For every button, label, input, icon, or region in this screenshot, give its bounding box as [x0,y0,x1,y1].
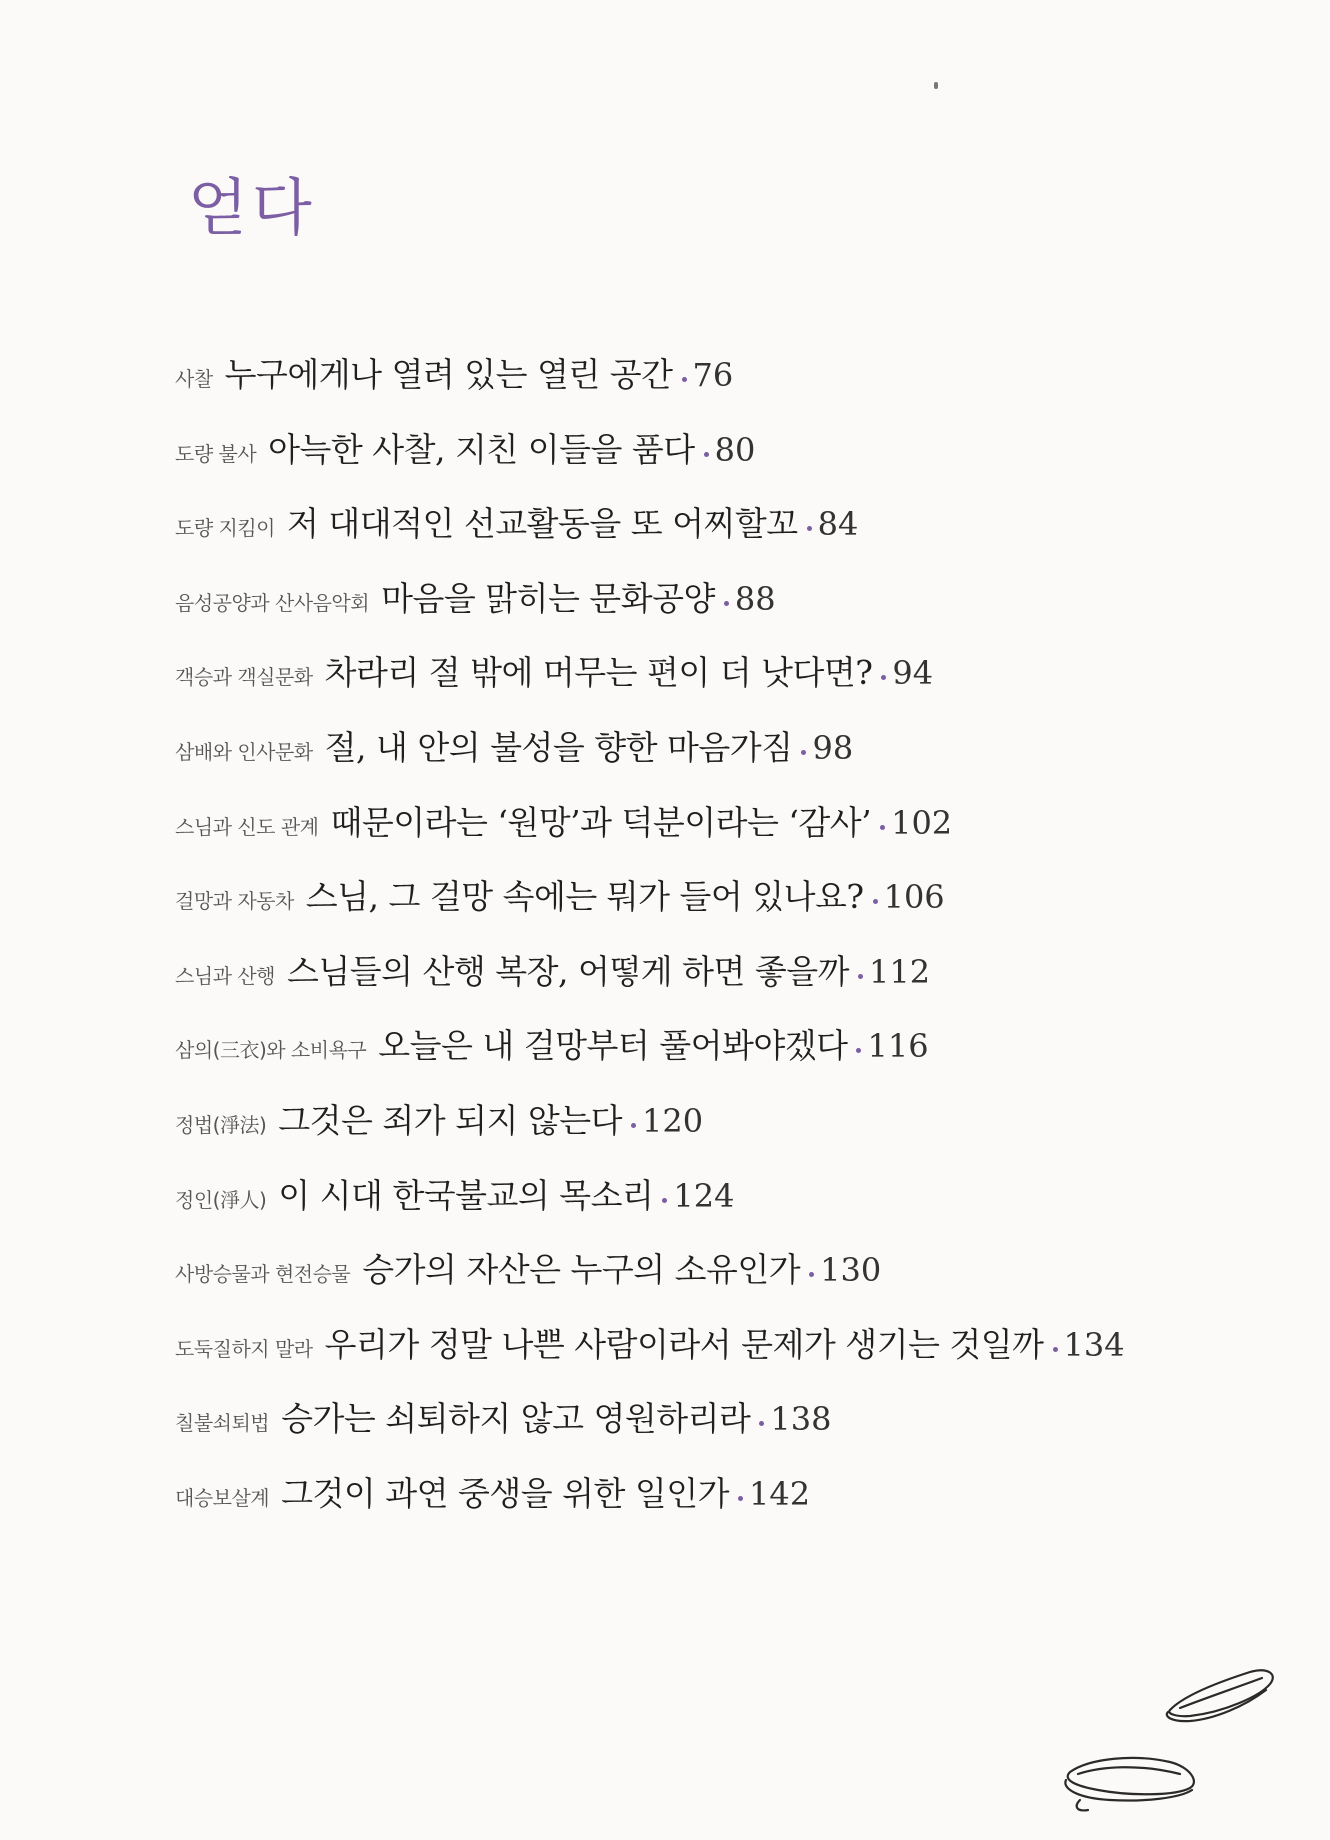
toc-entry[interactable] [175,1018,929,1074]
toc-title: 그것이 과연 중생을 위한 일인가 [281,1474,729,1513]
toc-topic: 도둑질하지 말라 [175,1337,313,1361]
separator-dot [738,1496,743,1501]
toc-topic: 걸망과 자동차 [175,889,294,913]
toc-title: 절, 내 안의 불성을 향한 마음가짐 [324,728,793,767]
separator-dot [704,452,709,457]
toc-entry[interactable] [175,422,755,478]
rubber-shoes-illustration [1040,1650,1280,1830]
toc-entry[interactable] [175,496,858,552]
toc-page-number: 124 [673,1177,735,1215]
separator-dot [807,526,812,531]
toc-page-number: 138 [770,1400,832,1438]
separator-dot [631,1123,636,1128]
toc-page-number: 134 [1063,1326,1125,1364]
toc-topic: 정인(淨人) [175,1188,267,1212]
toc-title: 이 시대 한국불교의 목소리 [278,1176,654,1215]
toc-topic: 음성공양과 산사음악회 [175,591,370,615]
toc-topic: 대승보살계 [175,1486,270,1510]
toc-title: 저 대대적인 선교활동을 또 어찌할꼬 [286,504,798,543]
toc-entry[interactable] [175,1168,734,1224]
toc-title: 스님들의 산행 복장, 어떻게 하면 좋을까 [286,952,849,991]
toc-topic: 사방승물과 현전승물 [175,1262,351,1286]
toc-page-number: 106 [883,878,945,916]
toc-entry[interactable] [175,944,930,1000]
toc-page-number: 116 [867,1027,929,1065]
toc-page-number: 142 [748,1475,811,1513]
separator-dot [881,675,886,680]
toc-topic: 정법(淨法) [175,1113,267,1137]
separator-dot [858,974,863,979]
toc-page-number: 88 [734,580,776,618]
toc-entry[interactable] [175,1466,810,1522]
separator-dot [1053,1347,1058,1352]
separator-dot [873,899,878,904]
toc-title: 때문이라는 ‘원망’과 덕분이라는 ‘감사’ [330,803,872,842]
toc-page-number: 130 [820,1251,882,1289]
toc-title: 스님, 그 걸망 속에는 뭐가 들어 있나요? [305,877,864,916]
separator-dot [682,377,687,382]
toc-entry[interactable] [175,869,945,925]
toc-topic: 스님과 신도 관계 [175,815,319,839]
toc-title: 승가의 자산은 누구의 소유인가 [362,1250,801,1289]
toc-title: 차라리 절 밖에 머무는 편이 더 낫다면? [324,653,873,692]
toc-title: 오늘은 내 걸망부터 풀어봐야겠다 [378,1026,848,1065]
toc-page-number: 98 [812,729,854,767]
toc-entry[interactable] [175,1093,703,1149]
toc-page-number: 80 [714,431,756,469]
toc-topic: 객승과 객실문화 [175,665,313,689]
separator-dot [724,601,729,606]
separator-dot [759,1421,764,1426]
toc-topic: 칠불쇠퇴법 [175,1411,270,1435]
toc-page-number: 76 [692,356,734,394]
toc-topic: 도량 불사 [175,442,257,466]
separator-dot [801,750,806,755]
toc-entry[interactable] [175,347,733,403]
toc-title: 아늑한 사찰, 지친 이들을 품다 [268,430,695,469]
toc-page-number: 120 [642,1102,704,1140]
toc-topic: 스님과 산행 [175,964,275,988]
toc-entry[interactable] [175,795,952,851]
toc-title: 승가는 쇠퇴하지 않고 영원하리라 [281,1399,751,1438]
toc-topic: 사찰 [175,367,213,391]
toc-page-number: 84 [817,505,859,543]
toc-title: 누구에게나 열려 있는 열린 공간 [224,355,673,394]
section-title: 얻다 [188,171,316,244]
toc-entry[interactable] [175,645,933,701]
separator-dot [856,1048,861,1053]
toc-page-number: 102 [891,804,953,842]
toc-topic: 도량 지킴이 [175,516,275,540]
toc-entry[interactable] [175,1391,831,1447]
toc-entry[interactable] [175,571,776,627]
toc-entry[interactable] [175,720,853,776]
separator-dot [662,1198,667,1203]
toc-title: 마음을 맑히는 문화공양 [381,579,715,618]
separator-dot [880,825,885,830]
toc-title: 그것은 죄가 되지 않는다 [278,1101,622,1140]
toc-entry[interactable] [175,1317,1125,1373]
toc-page-number: 94 [892,654,934,692]
toc-topic: 삼의(三衣)와 소비욕구 [175,1038,367,1062]
toc-topic: 삼배와 인사문화 [175,740,313,764]
toc-page-number: 112 [868,953,931,991]
toc-title: 우리가 정말 나쁜 사람이라서 문제가 생기는 것일까 [324,1325,1044,1364]
toc-entry[interactable] [175,1242,881,1298]
separator-dot [809,1272,814,1277]
